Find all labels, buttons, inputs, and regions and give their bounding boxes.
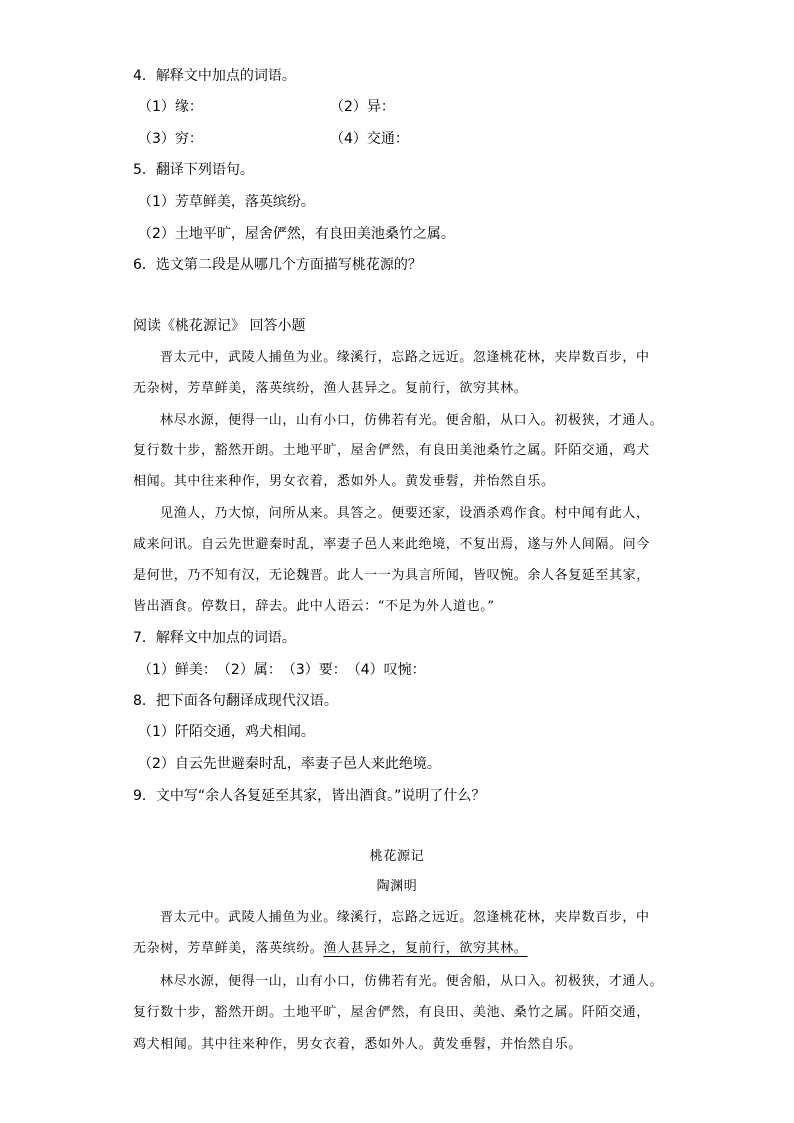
passage-line: 咸来问讯。自云先世避秦时乱，率妻子邑人来此绝境，不复出焉，遂与外人间隔。问今	[133, 537, 650, 552]
reading-heading: 阅读《桃花源记》 回答小题	[133, 318, 306, 334]
passage-line: 晋太元中。武陵人捕鱼为业。缘溪行，忘路之远近。忽逢桃花林，夹岸数百步，中	[160, 910, 650, 925]
passage-line: 复行数十步，豁然开朗。土地平旷，屋舍俨然，有良田美池桑竹之属。阡陌交通，鸡犬	[133, 443, 650, 458]
passage-line	[133, 939, 527, 959]
passage-line: 林尽水源，便得一山，山有小口，仿佛若有光。便舍船，从口入。初极狭，才通人。	[160, 413, 664, 428]
passage-line: 晋太元中，武陵人捕鱼为业。缘溪行，忘路之远近。忽逢桃花林，夹岸数百步，中	[160, 350, 650, 365]
passage-line: 无杂树，芳草鲜美，落英缤纷，渔人甚异之。复前行，欲穷其林。	[133, 381, 528, 396]
question-4-title: 4．解释文中加点的词语。	[133, 68, 296, 84]
question-4-item-4: （4）交通：	[330, 131, 409, 147]
question-5-title: 5．翻译下列语句。	[133, 162, 254, 178]
question-6-title: 6．选文第二段是从哪几个方面描写桃花源的？	[133, 257, 422, 273]
question-5-item-1: （1）芳草鲜美，落英缤纷。	[138, 194, 315, 210]
passage-title: 桃花源记	[369, 849, 425, 864]
passage-line: 见渔人，乃大惊，问所从来。具答之。便要还家，设酒杀鸡作食。村中闻有此人，	[160, 506, 650, 521]
passage-line: 皆出酒食。停数日，辞去。此中人语云：“不足为外人道也。”	[133, 599, 495, 614]
question-8-item-1: （1）阡陌交通，鸡犬相闻。	[138, 724, 315, 740]
underlined-sentence: 渔人甚异之，复前行，欲穷其林。	[323, 941, 528, 956]
question-4-item-2: （2）异：	[330, 99, 395, 115]
passage-line: 相闻。其中往来种作，男女衣着，悉如外人。黄发垂髫，并怡然自乐。	[133, 474, 555, 489]
passage-line: 是何世，乃不知有汉，无论魏晋。此人一一为具言所闻，皆叹惋。余人各复延至其家，	[133, 568, 650, 583]
passage-line: 鸡犬相闻。其中往来种作，男女衣着，悉如外人。黄发垂髫，并怡然自乐。	[133, 1037, 582, 1052]
question-4-item-3: （3）穷：	[138, 131, 203, 147]
question-8-title: 8．把下面各句翻译成现代汉语。	[133, 693, 338, 709]
passage-text: 无杂树，芳草鲜美，落英缤纷。	[133, 941, 324, 956]
passage-author: 陶渊明	[376, 879, 418, 894]
question-9-title: 9．文中写“余人各复延至其家，皆出酒食。”说明了什么？	[133, 788, 486, 804]
question-8-item-2: （2）自云先世避秦时乱，率妻子邑人来此绝境。	[138, 756, 441, 772]
question-7-items: （1）鲜美： （2）属： （3）要： （4）叹惋：	[138, 662, 426, 678]
passage-line: 林尽水源，便得一山，山有小口，仿佛若有光。便舍船，从口入。初极狭，才通人。	[160, 974, 664, 989]
passage-line: 复行数十步，豁然开朗。土地平旷，屋舍俨然，有良田、美池、桑竹之属。阡陌交通，	[133, 1005, 650, 1020]
question-4-item-1: （1）缘：	[138, 99, 203, 115]
question-7-title: 7．解释文中加点的词语。	[133, 630, 296, 646]
question-5-item-2: （2）土地平旷，屋舍俨然，有良田美池桑竹之属。	[138, 226, 455, 242]
